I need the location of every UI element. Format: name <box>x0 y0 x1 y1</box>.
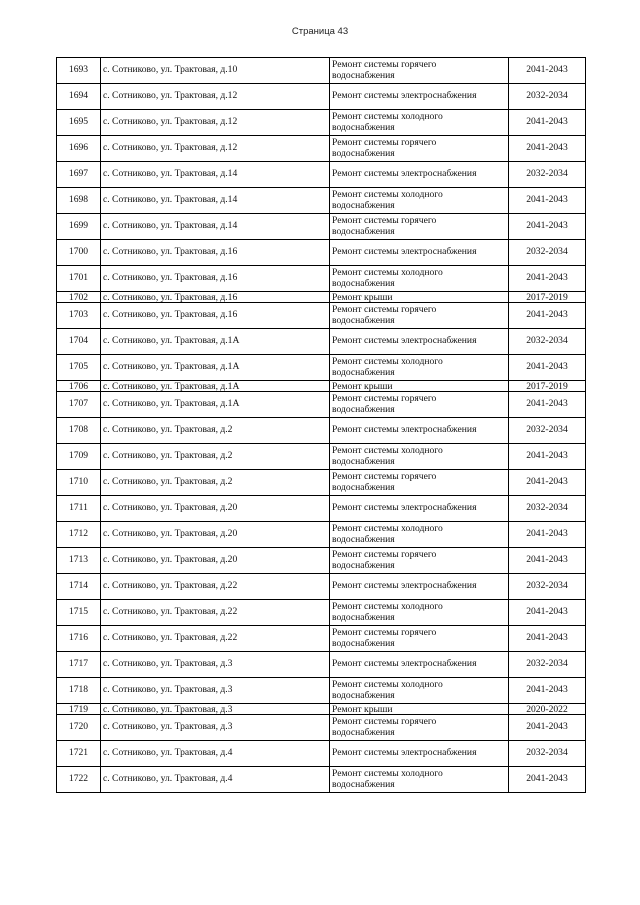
period-cell: 2017-2019 <box>509 381 586 392</box>
address-cell: с. Сотниково, ул. Трактовая, д.4 <box>101 741 330 767</box>
work-type-line: Ремонт системы холодного <box>332 445 443 457</box>
work-type-line: Ремонт крыши <box>332 703 393 715</box>
row-number-cell: 1701 <box>57 266 101 292</box>
work-type-cell <box>330 548 509 574</box>
period-cell: 2041-2043 <box>509 600 586 626</box>
work-type-line: Ремонт системы горячего <box>332 471 437 483</box>
work-type-cell <box>330 303 509 329</box>
work-type-line: водоснабжения <box>332 689 395 701</box>
table-row <box>57 58 586 84</box>
work-type-cell <box>330 715 509 741</box>
row-number-cell: 1720 <box>57 715 101 741</box>
row-number-cell: 1719 <box>57 704 101 715</box>
row-number-cell: 1693 <box>57 58 101 84</box>
period-cell: 2041-2043 <box>509 266 586 292</box>
work-type-line: Ремонт системы горячего <box>332 215 437 227</box>
work-type-cell <box>330 214 509 240</box>
work-type-cell <box>330 470 509 496</box>
address-cell: с. Сотниково, ул. Трактовая, д.1А <box>101 329 330 355</box>
period-cell: 2020-2022 <box>509 704 586 715</box>
table-row <box>57 600 586 626</box>
work-type-line: Ремонт системы электроснабжения <box>332 246 477 258</box>
period-cell: 2041-2043 <box>509 715 586 741</box>
address-cell: с. Сотниково, ул. Трактовая, д.20 <box>101 522 330 548</box>
address-cell: с. Сотниково, ул. Трактовая, д.12 <box>101 136 330 162</box>
work-type-line: водоснабжения <box>332 147 395 159</box>
period-cell: 2041-2043 <box>509 548 586 574</box>
work-type-line: водоснабжения <box>332 559 395 571</box>
table-row <box>57 214 586 240</box>
work-type-cell <box>330 355 509 381</box>
work-type-line: Ремонт системы электроснабжения <box>332 90 477 102</box>
period-cell: 2032-2034 <box>509 240 586 266</box>
address-cell: с. Сотниково, ул. Трактовая, д.16 <box>101 266 330 292</box>
table-row <box>57 741 586 767</box>
period-cell: 2041-2043 <box>509 444 586 470</box>
work-type-line: Ремонт системы холодного <box>332 523 443 535</box>
row-number-cell: 1702 <box>57 292 101 303</box>
work-type-cell <box>330 444 509 470</box>
work-type-line: водоснабжения <box>332 481 395 493</box>
address-cell: с. Сотниково, ул. Трактовая, д.14 <box>101 188 330 214</box>
period-cell: 2041-2043 <box>509 214 586 240</box>
work-type-line: водоснабжения <box>332 314 395 326</box>
work-type-line: Ремонт системы электроснабжения <box>332 502 477 514</box>
work-type-line: водоснабжения <box>332 225 395 237</box>
address-cell: с. Сотниково, ул. Трактовая, д.10 <box>101 58 330 84</box>
table-row <box>57 84 586 110</box>
period-cell: 2041-2043 <box>509 303 586 329</box>
work-type-line: Ремонт системы горячего <box>332 716 437 728</box>
work-type-line: Ремонт системы электроснабжения <box>332 168 477 180</box>
address-cell: с. Сотниково, ул. Трактовая, д.16 <box>101 240 330 266</box>
work-type-cell <box>330 240 509 266</box>
period-cell: 2032-2034 <box>509 574 586 600</box>
work-type-line: Ремонт системы холодного <box>332 111 443 123</box>
row-number-cell: 1697 <box>57 162 101 188</box>
row-number-cell: 1712 <box>57 522 101 548</box>
work-type-line: Ремонт системы холодного <box>332 356 443 368</box>
period-cell: 2041-2043 <box>509 767 586 793</box>
work-type-cell <box>330 58 509 84</box>
row-number-cell: 1706 <box>57 381 101 392</box>
work-type-cell <box>330 574 509 600</box>
work-type-cell <box>330 418 509 444</box>
work-type-line: водоснабжения <box>332 121 395 133</box>
table-row <box>57 162 586 188</box>
work-type-line: водоснабжения <box>332 455 395 467</box>
work-type-line: водоснабжения <box>332 611 395 623</box>
work-type-line: Ремонт системы горячего <box>332 627 437 639</box>
work-type-line: Ремонт системы горячего <box>332 549 437 561</box>
work-type-line: Ремонт системы горячего <box>332 137 437 149</box>
address-cell: с. Сотниково, ул. Трактовая, д.16 <box>101 292 330 303</box>
work-type-cell <box>330 381 509 392</box>
period-cell: 2032-2034 <box>509 84 586 110</box>
address-cell: с. Сотниково, ул. Трактовая, д.3 <box>101 704 330 715</box>
table-row <box>57 444 586 470</box>
work-type-line: Ремонт системы холодного <box>332 768 443 780</box>
work-type-cell <box>330 522 509 548</box>
address-cell: с. Сотниково, ул. Трактовая, д.22 <box>101 600 330 626</box>
work-type-line: водоснабжения <box>332 199 395 211</box>
table-row <box>57 188 586 214</box>
address-cell: с. Сотниково, ул. Трактовая, д.22 <box>101 574 330 600</box>
work-type-line: водоснабжения <box>332 533 395 545</box>
period-cell: 2032-2034 <box>509 652 586 678</box>
work-type-cell <box>330 741 509 767</box>
table-row <box>57 652 586 678</box>
period-cell: 2041-2043 <box>509 522 586 548</box>
address-cell: с. Сотниково, ул. Трактовая, д.12 <box>101 110 330 136</box>
row-number-cell: 1716 <box>57 626 101 652</box>
period-cell: 2017-2019 <box>509 292 586 303</box>
address-cell: с. Сотниково, ул. Трактовая, д.3 <box>101 652 330 678</box>
table-row <box>57 574 586 600</box>
period-cell: 2041-2043 <box>509 58 586 84</box>
row-number-cell: 1704 <box>57 329 101 355</box>
works-table-body <box>57 58 586 793</box>
row-number-cell: 1710 <box>57 470 101 496</box>
period-cell: 2041-2043 <box>509 678 586 704</box>
work-type-cell <box>330 496 509 522</box>
work-type-line: Ремонт системы холодного <box>332 267 443 279</box>
table-row <box>57 303 586 329</box>
period-cell: 2041-2043 <box>509 355 586 381</box>
address-cell: с. Сотниково, ул. Трактовая, д.14 <box>101 162 330 188</box>
address-cell: с. Сотниково, ул. Трактовая, д.2 <box>101 444 330 470</box>
work-type-cell <box>330 136 509 162</box>
work-type-cell <box>330 329 509 355</box>
period-cell: 2032-2034 <box>509 162 586 188</box>
work-type-cell <box>330 626 509 652</box>
period-cell: 2041-2043 <box>509 110 586 136</box>
table-row <box>57 678 586 704</box>
row-number-cell: 1695 <box>57 110 101 136</box>
row-number-cell: 1711 <box>57 496 101 522</box>
table-row <box>57 292 586 303</box>
address-cell: с. Сотниково, ул. Трактовая, д.3 <box>101 678 330 704</box>
table-row <box>57 392 586 418</box>
row-number-cell: 1709 <box>57 444 101 470</box>
period-cell: 2041-2043 <box>509 392 586 418</box>
address-cell: с. Сотниково, ул. Трактовая, д.20 <box>101 548 330 574</box>
address-cell: с. Сотниково, ул. Трактовая, д.12 <box>101 84 330 110</box>
work-type-cell <box>330 162 509 188</box>
address-cell: с. Сотниково, ул. Трактовая, д.1А <box>101 355 330 381</box>
row-number-cell: 1708 <box>57 418 101 444</box>
work-type-line: водоснабжения <box>332 637 395 649</box>
table-row <box>57 767 586 793</box>
table-row <box>57 136 586 162</box>
work-type-line: Ремонт крыши <box>332 380 393 392</box>
row-number-cell: 1700 <box>57 240 101 266</box>
period-cell: 2032-2034 <box>509 418 586 444</box>
work-type-line: Ремонт системы горячего <box>332 393 437 405</box>
address-cell: с. Сотниково, ул. Трактовая, д.14 <box>101 214 330 240</box>
page-header: Страница 43 <box>291 26 349 37</box>
work-type-cell <box>330 266 509 292</box>
address-cell: с. Сотниково, ул. Трактовая, д.4 <box>101 767 330 793</box>
work-type-cell <box>330 84 509 110</box>
row-number-cell: 1696 <box>57 136 101 162</box>
row-number-cell: 1718 <box>57 678 101 704</box>
work-type-cell <box>330 652 509 678</box>
work-type-line: водоснабжения <box>332 69 395 81</box>
row-number-cell: 1694 <box>57 84 101 110</box>
period-cell: 2041-2043 <box>509 188 586 214</box>
work-type-cell <box>330 600 509 626</box>
row-number-cell: 1705 <box>57 355 101 381</box>
address-cell: с. Сотниково, ул. Трактовая, д.20 <box>101 496 330 522</box>
work-type-line: Ремонт системы электроснабжения <box>332 658 477 670</box>
table-row <box>57 496 586 522</box>
work-type-line: Ремонт системы горячего <box>332 59 437 71</box>
row-number-cell: 1721 <box>57 741 101 767</box>
work-type-cell <box>330 188 509 214</box>
work-type-line: Ремонт системы электроснабжения <box>332 747 477 759</box>
table-row <box>57 522 586 548</box>
work-type-line: Ремонт системы электроснабжения <box>332 580 477 592</box>
work-type-cell <box>330 767 509 793</box>
table-row <box>57 329 586 355</box>
works-table <box>56 57 586 793</box>
work-type-line: Ремонт системы электроснабжения <box>332 335 477 347</box>
work-type-line: Ремонт крыши <box>332 291 393 303</box>
work-type-line: Ремонт системы холодного <box>332 189 443 201</box>
table-row <box>57 240 586 266</box>
row-number-cell: 1715 <box>57 600 101 626</box>
period-cell: 2041-2043 <box>509 136 586 162</box>
address-cell: с. Сотниково, ул. Трактовая, д.2 <box>101 418 330 444</box>
table-row <box>57 355 586 381</box>
period-cell: 2041-2043 <box>509 626 586 652</box>
period-cell: 2032-2034 <box>509 329 586 355</box>
row-number-cell: 1703 <box>57 303 101 329</box>
table-row <box>57 418 586 444</box>
period-cell: 2041-2043 <box>509 470 586 496</box>
work-type-line: водоснабжения <box>332 726 395 738</box>
work-type-line: Ремонт системы горячего <box>332 304 437 316</box>
table-row <box>57 715 586 741</box>
work-type-cell <box>330 110 509 136</box>
table-row <box>57 110 586 136</box>
address-cell: с. Сотниково, ул. Трактовая, д.16 <box>101 303 330 329</box>
work-type-line: Ремонт системы холодного <box>332 679 443 691</box>
row-number-cell: 1707 <box>57 392 101 418</box>
table-row <box>57 548 586 574</box>
address-cell: с. Сотниково, ул. Трактовая, д.1А <box>101 381 330 392</box>
address-cell: с. Сотниково, ул. Трактовая, д.1А <box>101 392 330 418</box>
work-type-cell <box>330 392 509 418</box>
work-type-line: водоснабжения <box>332 778 395 790</box>
row-number-cell: 1714 <box>57 574 101 600</box>
work-type-line: водоснабжения <box>332 403 395 415</box>
table-row <box>57 470 586 496</box>
row-number-cell: 1722 <box>57 767 101 793</box>
table-row <box>57 266 586 292</box>
address-cell: с. Сотниково, ул. Трактовая, д.22 <box>101 626 330 652</box>
work-type-line: водоснабжения <box>332 366 395 378</box>
work-type-line: Ремонт системы электроснабжения <box>332 424 477 436</box>
work-type-line: водоснабжения <box>332 277 395 289</box>
period-cell: 2032-2034 <box>509 741 586 767</box>
work-type-line: Ремонт системы холодного <box>332 601 443 613</box>
table-row <box>57 626 586 652</box>
table-row <box>57 381 586 392</box>
work-type-cell <box>330 704 509 715</box>
table-row <box>57 704 586 715</box>
row-number-cell: 1698 <box>57 188 101 214</box>
period-cell: 2032-2034 <box>509 496 586 522</box>
work-type-cell <box>330 678 509 704</box>
work-type-cell <box>330 292 509 303</box>
address-cell: с. Сотниково, ул. Трактовая, д.3 <box>101 715 330 741</box>
row-number-cell: 1717 <box>57 652 101 678</box>
row-number-cell: 1699 <box>57 214 101 240</box>
row-number-cell: 1713 <box>57 548 101 574</box>
address-cell: с. Сотниково, ул. Трактовая, д.2 <box>101 470 330 496</box>
